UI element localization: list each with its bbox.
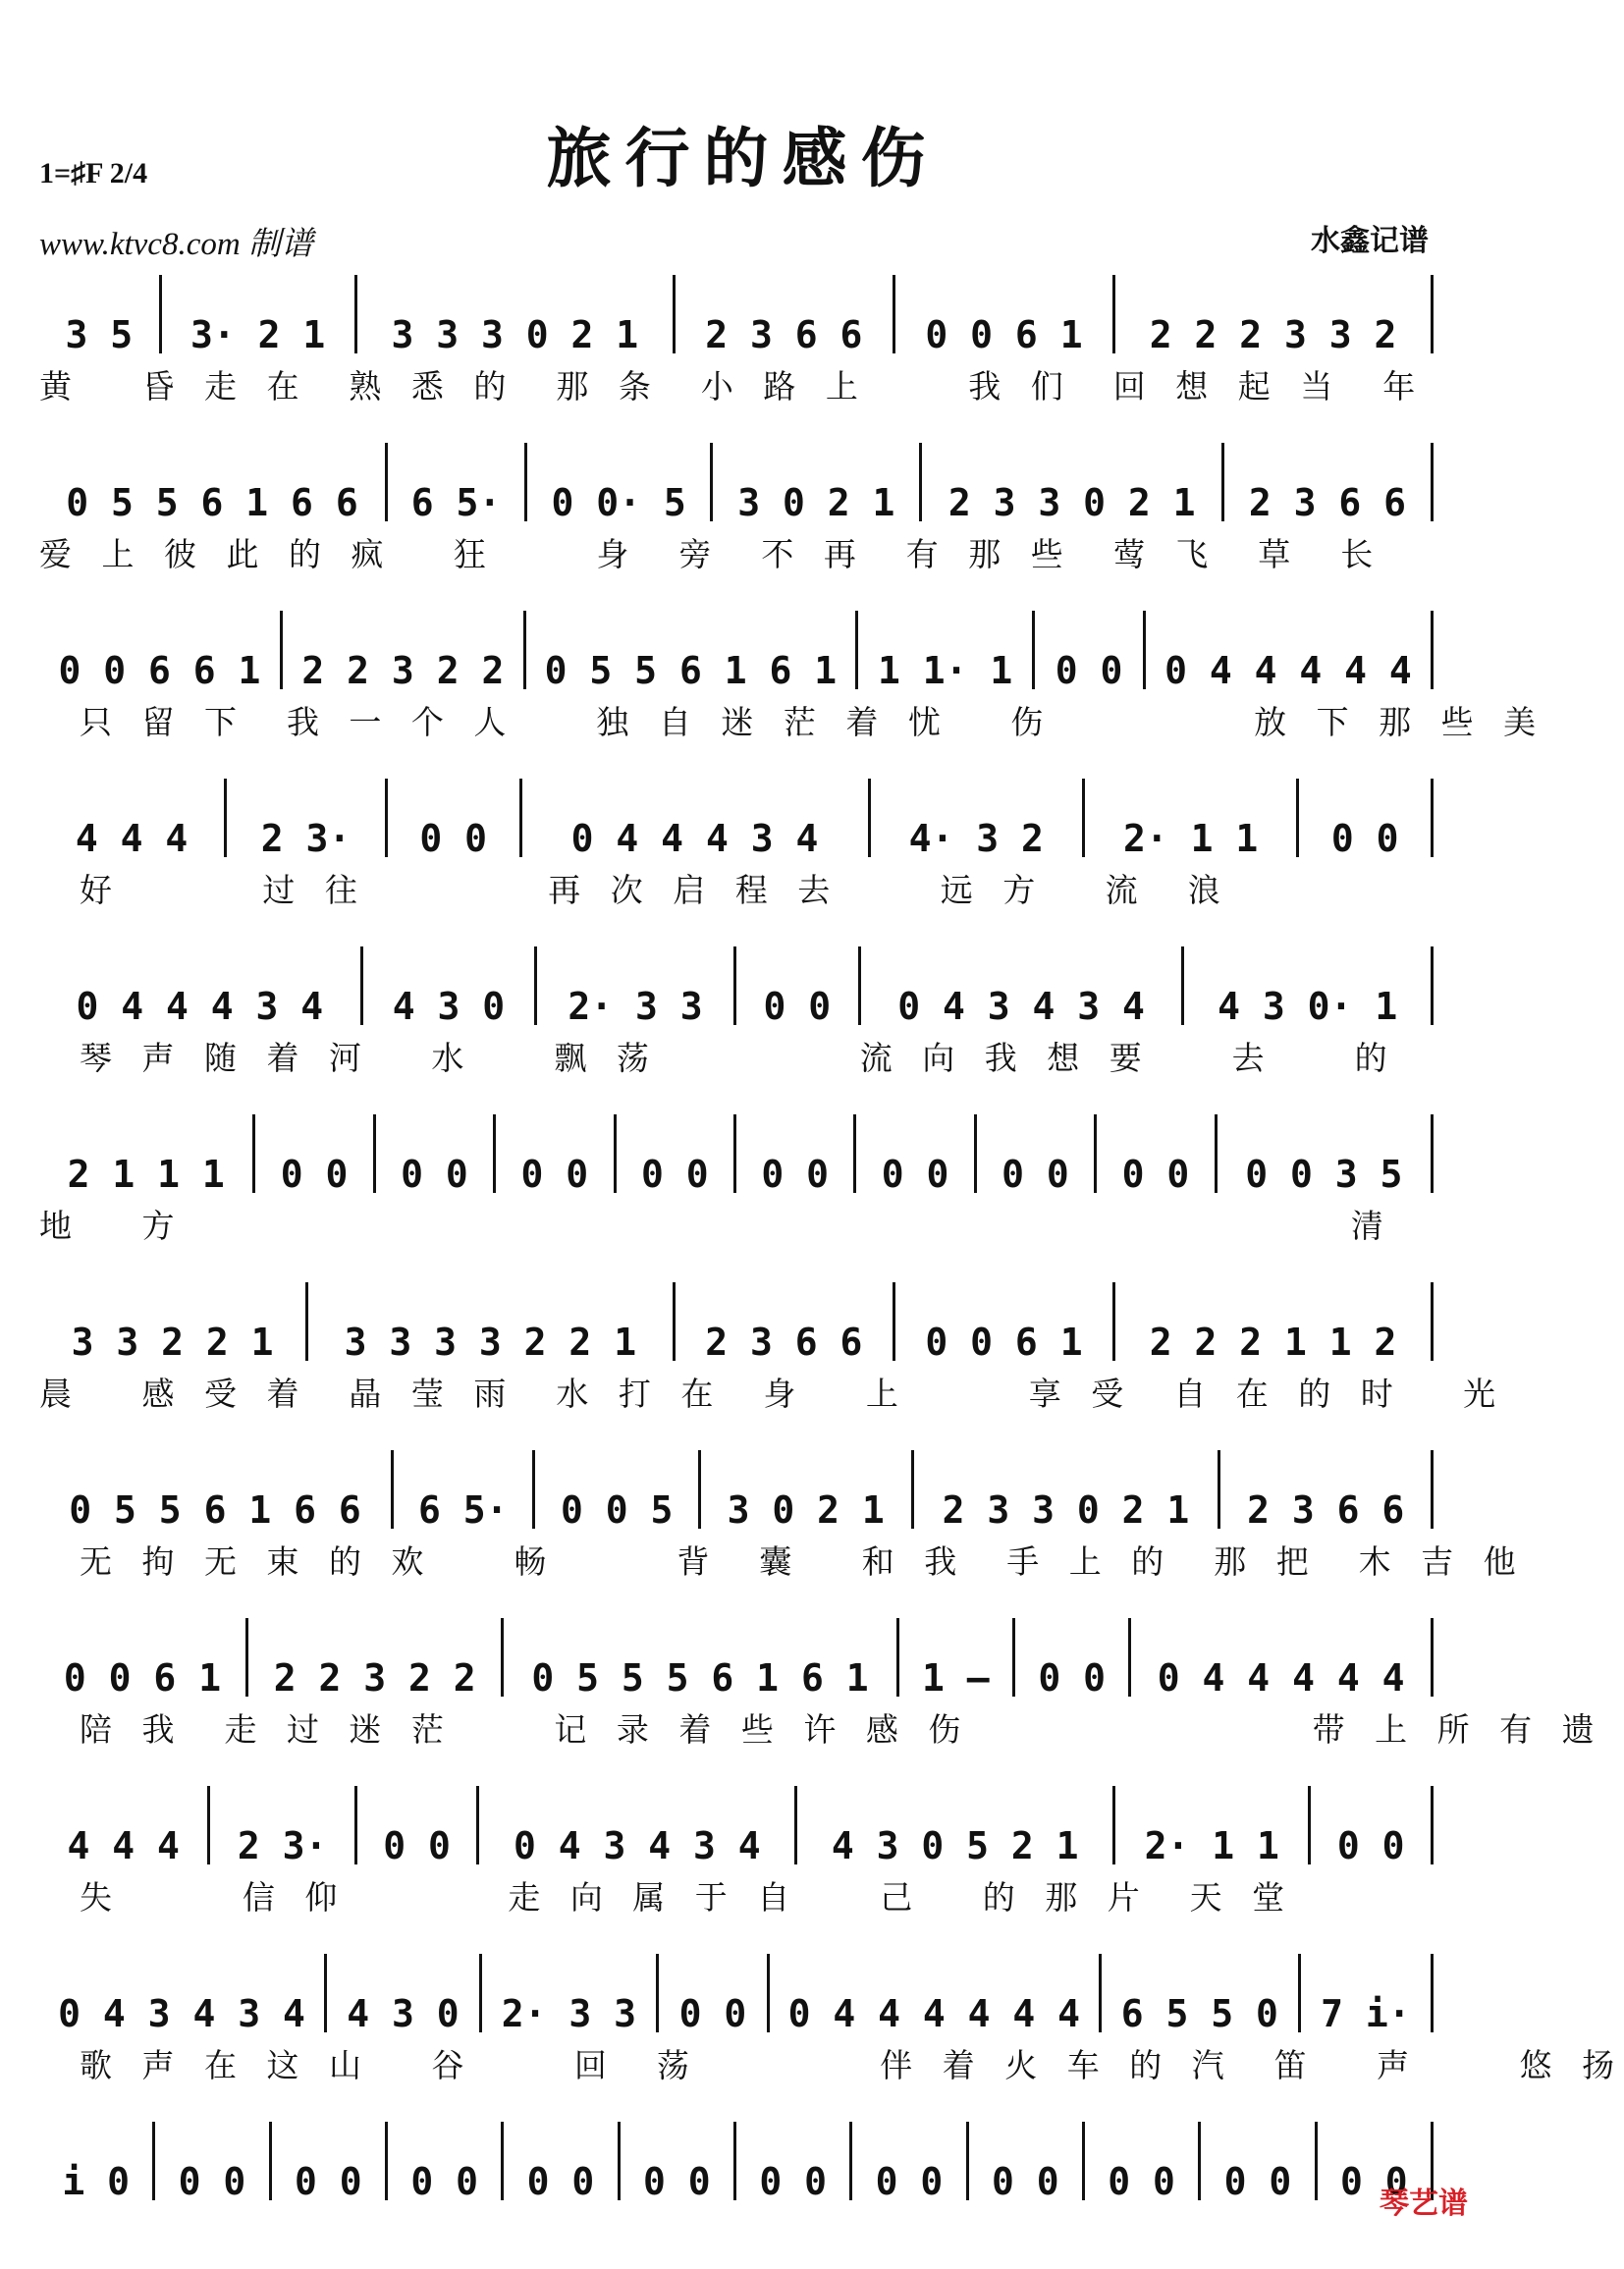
measure: 2 2 3 2 2	[248, 1618, 504, 1697]
site-credit: www.ktvc8.com 制谱	[39, 227, 313, 262]
measure: 4· 3 2	[871, 779, 1085, 857]
measure: 0 4 4 4 4 4 4	[770, 1954, 1102, 2032]
measure: 3 3 3 0 2 1	[357, 275, 676, 353]
notes-line	[39, 443, 1434, 524]
lyrics-line: 地 方 清	[39, 1207, 1393, 1245]
notes-line	[39, 946, 1434, 1028]
notes-line	[39, 779, 1434, 860]
measure: 2 3·	[210, 1786, 356, 1864]
measure: 0 0	[736, 946, 861, 1025]
measure: 0 0	[155, 2122, 271, 2200]
measure: 0 0	[1318, 2122, 1434, 2200]
measure: 0 0 5	[535, 1450, 700, 1529]
lyrics-line: 歌 声 在 这 山 谷 回 荡 伴 着 火 车 的 汽 笛 声 悠 扬	[39, 2046, 1624, 2084]
transcriber-credit: 水鑫记谱	[1311, 224, 1429, 258]
measure: 0 0	[736, 2122, 852, 2200]
measure: 0 0 6 6 1	[39, 611, 283, 689]
staff-row	[39, 1786, 1434, 1933]
measure: 0 0	[272, 2122, 388, 2200]
lyrics-line: 黄 昏 走 在 熟 悉 的 那 条 小 路 上 我 们 回 想 起 当 年	[39, 367, 1426, 405]
measure: 0 5 5 6 1 6 6	[39, 1450, 394, 1529]
measure: 0 0	[856, 1114, 976, 1193]
measure: 0 0 6 1	[39, 1618, 248, 1697]
staff-row	[39, 1954, 1624, 2101]
measure: 0 0· 5	[527, 443, 713, 521]
measure: 0 0	[1015, 1618, 1131, 1697]
lyrics-line: 无 拘 无 束 的 欢 畅 背 囊 和 我 手 上 的 那 把 木 吉 他	[39, 1542, 1526, 1581]
notes-line	[39, 275, 1434, 356]
measure: 0 0	[977, 1114, 1097, 1193]
measure: i 0	[39, 2122, 155, 2200]
lyrics-line: 爱 上 彼 此 的 疯 狂 身 旁 不 再 有 那 些 莺 飞 草 长	[39, 535, 1383, 573]
measure: 3 3 2 2 1	[39, 1282, 308, 1361]
measure: 2· 1 1	[1115, 1786, 1311, 1864]
measure: 2 3 6 6	[1224, 443, 1434, 521]
measure: 4 3 0	[363, 946, 538, 1025]
measure: 4 4 4	[39, 1786, 210, 1864]
measure: 0 0	[969, 2122, 1085, 2200]
measure: 6 5·	[388, 443, 527, 521]
measure: 3 3 3 3 2 2 1	[308, 1282, 676, 1361]
measure: 6 5 5 0	[1102, 1954, 1301, 2032]
measure: 2· 3 3	[482, 1954, 659, 2032]
measure: 2· 1 1	[1085, 779, 1299, 857]
measure: 0 0	[1311, 1786, 1434, 1864]
staff-row	[39, 1450, 1526, 1597]
measure: 0 0	[852, 2122, 968, 2200]
staff-row	[39, 946, 1434, 1094]
lyrics-line: 只 留 下 我 一 个 人 独 自 迷 茫 着 忧 伤 放 下 那 些 美	[39, 703, 1546, 741]
measure: 2 2 2 1 1 2	[1115, 1282, 1434, 1361]
notes-line	[39, 1786, 1434, 1867]
watermark-logo: 琴艺谱	[1380, 2187, 1468, 2221]
measure: 0 0 6 1	[895, 1282, 1115, 1361]
measure: 2 3·	[227, 779, 388, 857]
measure: 0 0	[357, 1786, 480, 1864]
measure: 3· 2 1	[162, 275, 357, 353]
measure: 0 0	[388, 779, 522, 857]
lyrics-line: 失 信 仰 走 向 属 于 自 己 的 那 片 天 堂	[39, 1878, 1295, 1917]
measure: 1 –	[899, 1618, 1015, 1697]
measure: 0 0	[496, 1114, 616, 1193]
staff-row	[39, 2122, 1434, 2269]
staff-row	[39, 1282, 1506, 1430]
measure: 0 4 3 4 3 4	[39, 1954, 327, 2032]
measure: 6 5·	[394, 1450, 535, 1529]
measure: 2 1 1 1	[39, 1114, 255, 1193]
measure: 0 4 4 4 3 4	[522, 779, 871, 857]
staff-row	[39, 443, 1434, 590]
staff-row	[39, 275, 1434, 422]
measure: 0 0	[1201, 2122, 1317, 2200]
measure: 0 0	[1035, 611, 1146, 689]
measure: 0 4 4 4 3 4	[39, 946, 363, 1025]
notes-line	[39, 1450, 1434, 1532]
measure: 2 3 3 0 2 1	[922, 443, 1224, 521]
measure: 0 0	[388, 2122, 504, 2200]
measure: 2 2 3 2 2	[283, 611, 526, 689]
notes-line	[39, 2122, 1434, 2203]
notes-line	[39, 1114, 1434, 1196]
measure: 4 4 4	[39, 779, 227, 857]
measure: 0 0	[736, 1114, 856, 1193]
measure: 0 4 4 4 4 4	[1131, 1618, 1434, 1697]
measure: 0 0	[1097, 1114, 1217, 1193]
measure: 2 3 6 6	[676, 275, 895, 353]
measure: 0 0	[621, 2122, 736, 2200]
measure: 0 0	[659, 1954, 770, 2032]
measure: 2 3 6 6	[676, 1282, 895, 1361]
measure: 0 5 5 6 1 6 6	[39, 443, 388, 521]
staff-row	[39, 1114, 1434, 1262]
measure: 3 0 2 1	[713, 443, 922, 521]
measure: 3 0 2 1	[701, 1450, 914, 1529]
measure: 7 i·	[1301, 1954, 1434, 2032]
measure: 2 2 2 3 3 2	[1115, 275, 1434, 353]
staff-row	[39, 779, 1434, 926]
measure: 4 3 0	[327, 1954, 482, 2032]
notes-line	[39, 1618, 1434, 1700]
measure: 4 3 0 5 2 1	[797, 1786, 1115, 1864]
lyrics-line: 陪 我 走 过 迷 茫 记 录 着 些 许 感 伤 带 上 所 有 遗	[39, 1710, 1604, 1749]
measure: 2 3 6 6	[1220, 1450, 1434, 1529]
lyrics-line: 琴 声 随 着 河 水 飘 荡 流 向 我 想 要 去 的	[39, 1039, 1397, 1077]
notes-line	[39, 1954, 1434, 2035]
key-signature: 1=♯F 2/4	[39, 157, 148, 189]
notes-line	[39, 611, 1434, 692]
lyrics-line: 好 过 往 再 次 启 程 去 远 方 流 浪	[39, 871, 1230, 909]
staff-row	[39, 1618, 1604, 1765]
measure: 0 0	[1299, 779, 1434, 857]
measure: 0 5 5 5 6 1 6 1	[504, 1618, 898, 1697]
measure: 0 0 3 5	[1218, 1114, 1434, 1193]
lyrics-line: 晨 感 受 着 晶 莹 雨 水 打 在 身 上 享 受 自 在 的 时 光	[39, 1375, 1506, 1413]
song-title: 旅行的感伤	[546, 120, 940, 196]
measure: 2· 3 3	[537, 946, 736, 1025]
measure: 1 1· 1	[858, 611, 1035, 689]
measure: 2 3 3 0 2 1	[914, 1450, 1221, 1529]
measure: 0 4 3 4 3 4	[861, 946, 1185, 1025]
measure: 0 0	[617, 1114, 736, 1193]
measure: 0 0	[255, 1114, 375, 1193]
measure: 0 0	[504, 2122, 620, 2200]
notes-line	[39, 1282, 1434, 1364]
measure: 4 3 0· 1	[1184, 946, 1434, 1025]
measure: 0 4 4 4 4 4	[1146, 611, 1434, 689]
measure: 3 5	[39, 275, 162, 353]
measure: 0 0	[1085, 2122, 1201, 2200]
measure: 0 0 6 1	[895, 275, 1115, 353]
measure: 0 5 5 6 1 6 1	[526, 611, 858, 689]
staff-row	[39, 611, 1546, 758]
measure: 0 0	[376, 1114, 496, 1193]
measure: 0 4 3 4 3 4	[479, 1786, 797, 1864]
